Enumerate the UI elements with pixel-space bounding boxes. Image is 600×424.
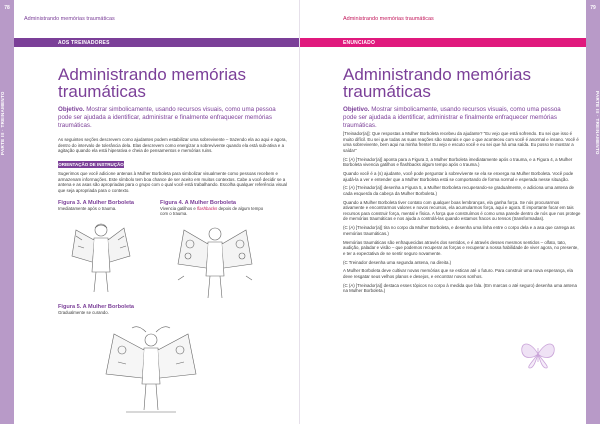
paragraph: Quando você é a (s) ajudante, você pode perguntar à sobrevivente se ela se enxerga na Mulher Borboleta. Você pode ajudá-la a ver e entender que a Mulher Borboleta está se comportando de forma normal e esperada nesse situação. — [343, 170, 574, 182]
objective-label: Objetivo. — [58, 106, 85, 113]
figure-title: Figura 3. A Mulher Borboleta — [58, 200, 135, 206]
paragraph: [Treinador(a)]: Que respostas a Mulher Borboleta recebeu da ajudante? "Eu vejo que está sofrendo. Eu sei que isso é muito difícil. Eu sei que todas as suas reações são naturais e que o que aconteceu com você é anormal e insano. Você é uma sobrevivente, bem aqui na minha frente! Eu vejo e escuto você e eu sei que há uma saída. Eu posso te mostrar a saída!" — [343, 131, 579, 153]
butterfly-icon — [518, 338, 558, 375]
page-number: 78 — [4, 5, 10, 11]
objective-text: Mostrar simbolicamente, usando recursos visuais, como uma pessoa pode ser ajudada a identificar, administrar e finalmente enfraquecer memórias traumáticas. — [343, 106, 561, 129]
paragraph: (C Treinador desenha uma segunda antena, na direita.) — [343, 259, 452, 265]
objective-text: Mostrar simbolicamente, usando recursos visuais, como uma pessoa pode ser ajudada a identificar, administrar e finalmente enfraquecer memórias traumáticas. — [58, 106, 276, 129]
paragraph: A Mulher Borboleta deve cultivar novas memórias que se estican até o futuro. Para construir uma nova esperança, ela deve resgatar seus velhos planos e desejos, e encontrar novos sonhos. — [343, 268, 573, 279]
figure-5 — [58, 304, 178, 315]
figure-4 — [160, 200, 270, 217]
figure-title: Figura 5. A Mulher Borboleta — [58, 304, 135, 310]
paragraph: (C (A) [Treinador(a)] aponta para a Figura 3, a Mulher Borboleta imediatamente após o trauma, e a Figura 4, a Mulher Borboleta vivencia gatilhos e flashbacks algum tempo após o trauma.) — [343, 156, 573, 168]
intro-paragraph: As seguintes seções descrevem como ajudantes podem estabilizar uma sobrevivente – trazendo ela ao aqui e agora, dentro do intervalo de tolerância dela. Elas descrevem como energizar a sobrevivente quando ela está sub-ativa e a agitação quando ela está hiperativa e cheia de pensamentos e memórias ruins. — [58, 137, 287, 154]
figure-caption: Vivencia gatilhos e flashbacks depois de algum tempo com o trauma. — [160, 206, 264, 217]
section-band — [300, 38, 586, 47]
objective — [343, 106, 575, 130]
paragraph: Quando a Mulher Borboleta tiver contato com qualquer boas lembranças, ela ganha força. Se nós procurarmos ativamente e encontrarmos valores e novos recursos, ela acumularmos força, aqui e agora. É importante focar em tais recursos para construir força, mental e física. A força que construímos é como uma parede dentro de nós que nos protege de memórias traumáticas e nos ajuda a controlá-las quando estamos fracos ou tensos (transformadas). — [343, 199, 581, 222]
instruction-label: ORIENTAÇÃO DE INSTRUÇÃO — [58, 162, 124, 167]
butterfly-woman-drawing-5 — [96, 322, 206, 418]
paragraph: (C (A) [Treinador(a)] desenha a Figura 5, a Mulher Borboleta recuperando-se gradualmente, e adiciona uma antena de cada esquerda da cabeça da Mulher Borboleta.) — [343, 185, 574, 196]
section-band — [14, 38, 300, 47]
figure-caption: Gradualmente se curando. — [58, 310, 109, 315]
section-label: AOS TREINADORES — [58, 39, 110, 46]
butterfly-woman-drawing-3 — [66, 216, 136, 296]
section-label: ENUNCIADO — [343, 39, 376, 46]
paragraph: (C (A) [Treinador(a)] destaca esses tópicos no corpo à medida que fala. (Em marcas o até seguro) desenha uma antena na Mulher Borboleta.) — [343, 282, 577, 294]
body-text — [343, 131, 581, 297]
paragraph: (C (A) [Treinador(a)] tira no corpo da Mulher Borboleta, e desenha uma linha entre o corpo dela e a asa que carrega as memórias traumáticas.) — [343, 225, 575, 236]
butterfly-woman-drawing-4 — [170, 220, 260, 302]
figure-caption: Imediatamente após o trauma. — [58, 206, 117, 211]
objective — [58, 106, 290, 130]
side-strip — [0, 0, 14, 424]
instruction-paragraph: Sugerimos que você adicione antenas à Mulher Borboleta para simbolizar visualmente como pessoas recebem e armazenam informações. Este símbolo tem boa chance de ser aceito em muitos contextos. Cabe a você decidir se a antena e as asas são apropriadas para o grupo com o qual você está trabalhando. Escolha qualquer referência visual que seja apropriada para o contexto. — [58, 171, 287, 193]
right-page — [300, 0, 600, 424]
page-title: Administrando memórias traumáticas — [343, 65, 532, 101]
part-label: PARTE III · TREINAMENTO — [0, 91, 5, 155]
running-head: Administrando memórias traumáticas — [24, 16, 115, 22]
objective-label: Objetivo. — [343, 106, 370, 113]
page-number: 79 — [590, 5, 596, 11]
part-label: PARTE III · TREINAMENTO — [595, 91, 600, 155]
page-title: Administrando memórias traumáticas — [58, 65, 247, 101]
figure-3 — [58, 200, 148, 211]
side-strip — [586, 0, 600, 424]
paragraph: Memórias traumáticas são enfraquecidas através dos sentidos, e é através desses mesmos sentidos – olfato, tato, audição, paladar e visão – que podemos recuperar as forças e recuperar a nossa habilidade de viver agora, no presente, e ter a expectativa de se sentir seguro novamente. — [343, 239, 579, 256]
running-head: Administrando memórias traumáticas — [343, 16, 434, 22]
figure-title: Figura 4. A Mulher Borboleta — [160, 200, 237, 206]
